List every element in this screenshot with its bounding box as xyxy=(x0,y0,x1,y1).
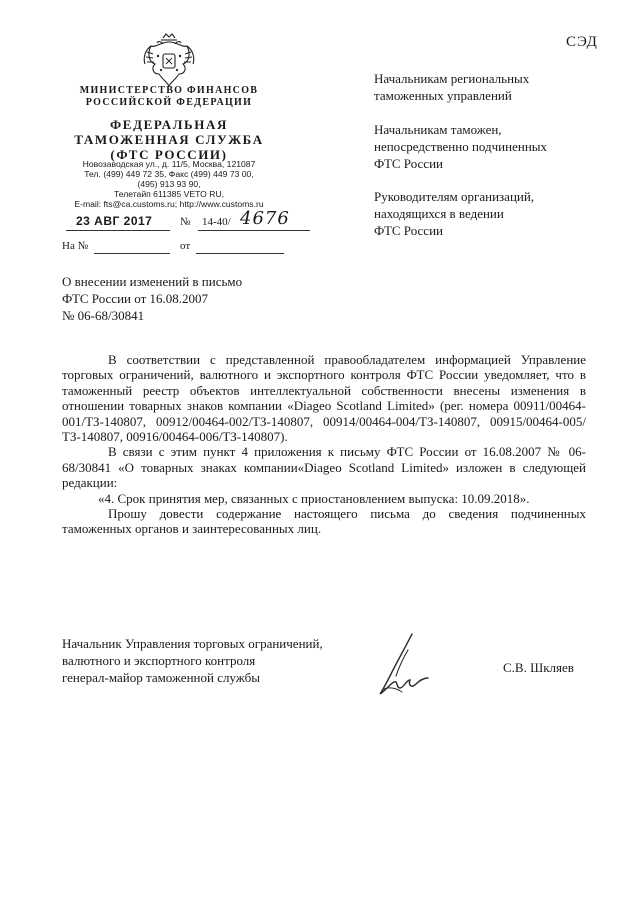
addressee-line: находящихся в ведении xyxy=(374,206,504,221)
service-line: ТАМОЖЕННАЯ СЛУЖБА xyxy=(74,132,264,147)
number-underline xyxy=(198,230,310,231)
subject-line: ФТС России от 16.08.2007 xyxy=(62,291,209,306)
body-paragraph: Прошу довести содержание настоящего письма до сведения подчиненных таможенных органов и заинтересованных лиц. xyxy=(62,506,586,537)
addressee-organizations xyxy=(374,188,614,239)
contact-line: (495) 913 93 90, xyxy=(137,179,201,189)
addressee-line: Руководителям организаций, xyxy=(374,189,535,204)
addressee-regional xyxy=(374,70,614,104)
addressee-line: ФТС России xyxy=(374,223,443,238)
service-line: (ФТС РОССИИ) xyxy=(110,147,228,162)
reference-line xyxy=(62,240,302,258)
body-paragraph: «4. Срок принятия мер, связанных с приостановлением выпуска: 10.09.2018». xyxy=(98,490,530,506)
addressee-line: ФТС России xyxy=(374,156,443,171)
body-paragraph: В соответствии с представленной правообладателем информацией Управление торговых ограничений, валютного и экспортного контроля ФТС России уведомляет, что в таможенный реестр объектов интеллектуальной собственности внесены изменения в отношении товарных знаков компании «Diageo Scotland Limited» (рег. номера 00911/00464-001/ТЗ-140807, 00912/00464-002/ТЗ-140807, 00914/00464-004/ТЗ-140807, 00915/00464-005/ТЗ-140807, 00916/00464-006/ТЗ-140807). xyxy=(62,352,586,445)
number-label: № xyxy=(180,216,191,228)
letter-body xyxy=(62,352,586,537)
ref-date-underline xyxy=(196,253,284,254)
signatory-title-line: Начальник Управления торговых ограничений, xyxy=(62,636,323,651)
ref-number-label: На № xyxy=(62,240,89,252)
contact-line: E-mail: fts@ca.customs.ru; http://www.customs.ru xyxy=(74,199,264,209)
signatory-title-line: валютного и экспортного контроля xyxy=(62,653,256,668)
contact-line: Телетайп 611385 VETO RU, xyxy=(113,189,225,199)
document-registry-mark: СЭД xyxy=(566,34,598,50)
addressee-line: таможенных управлений xyxy=(374,88,512,103)
signatory-title-line: генерал-майор таможенной службы xyxy=(62,670,260,685)
addressee-line: Начальникам региональных xyxy=(374,71,530,86)
ref-number-underline xyxy=(94,253,170,254)
contact-line: Новозаводская ул., д. 11/5, Москва, 121087 xyxy=(82,159,256,169)
body-paragraph: В связи с этим пункт 4 приложения к письму ФТС России от 16.08.2007 № 06-68/30841 «О товарных знаках компании«Diageo Scotland Limited» изложен в следующей редакции: xyxy=(62,444,586,491)
registration-number: 14-40/ xyxy=(202,216,231,228)
subject-line: О внесении изменений в письмо xyxy=(62,274,243,289)
signatory-name: С.В. Шкляев xyxy=(503,660,574,675)
subject-line: № 06-68/30841 xyxy=(62,308,145,323)
contact-details xyxy=(58,159,280,209)
ref-date-label: от xyxy=(180,240,191,252)
letter-subject xyxy=(62,273,242,324)
contact-line: Тел. (499) 449 72 35, Факс (499) 449 73 00, xyxy=(84,169,254,179)
signatory-title xyxy=(62,635,323,686)
service-name xyxy=(58,117,280,162)
service-line: ФЕДЕРАЛЬНАЯ xyxy=(110,117,228,132)
handwritten-signature-icon xyxy=(372,630,442,700)
ministry-line: РОССИЙСКОЙ ФЕДЕРАЦИИ xyxy=(85,97,253,108)
registration-line xyxy=(62,208,312,234)
state-emblem-icon xyxy=(141,32,197,90)
addressee-customs xyxy=(374,121,614,172)
addressee-line: непосредственно подчиненных xyxy=(374,139,548,154)
date-underline xyxy=(66,230,170,231)
ministry-name xyxy=(58,85,280,109)
handwritten-number: 4676 xyxy=(240,208,290,229)
registration-date: 23 АВГ 2017 xyxy=(76,214,153,228)
addressee-line: Начальникам таможен, xyxy=(374,122,502,137)
ministry-line: МИНИСТЕРСТВО ФИНАНСОВ xyxy=(79,85,259,96)
